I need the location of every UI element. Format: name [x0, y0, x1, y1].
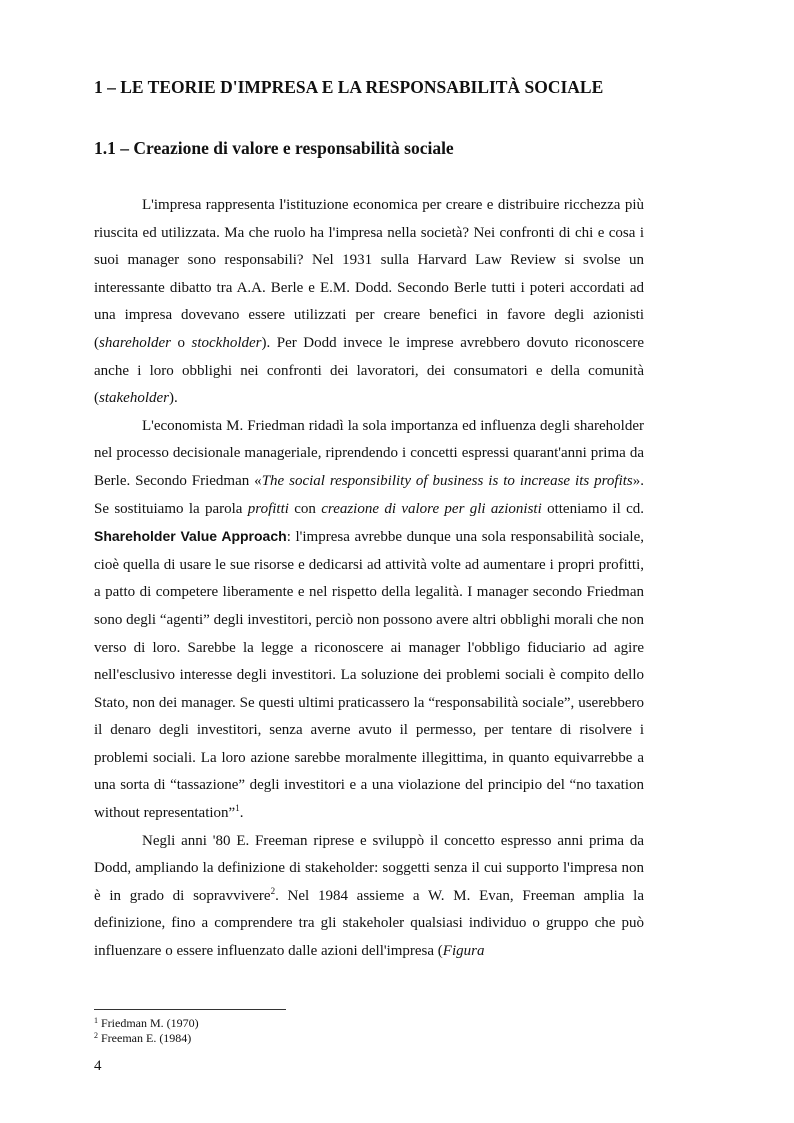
footnote-text: Friedman M. (1970): [98, 1016, 199, 1030]
paragraph-2: [94, 413, 644, 828]
italic-term: creazione di valore per gli azionisti: [321, 500, 542, 517]
italic-term: shareholder: [99, 334, 171, 351]
bold-term: Shareholder Value Approach: [94, 528, 287, 545]
paragraph-1: [94, 192, 644, 413]
text-run: .: [239, 805, 244, 822]
italic-term: Figura: [442, 943, 485, 960]
footnote-text: Freeman E. (1984): [98, 1031, 192, 1045]
footnote-number: 1: [94, 1016, 98, 1025]
body-text: [94, 192, 644, 966]
text-run: ). Per Dodd invece le imprese avrebbero dovuto riconoscere anche i loro obblighi nei confronti dei lavoratori, dei consumatori e della comunità (: [94, 334, 645, 407]
paragraph-3: [94, 828, 644, 966]
italic-term: stockholder: [191, 334, 262, 351]
footnote-1: [94, 1016, 199, 1031]
text-run: : l'impresa avrebbe dunque una sola responsabilità sociale, cioè quella di usare le sue risorse e dedicarsi ad attività volte ad aumentare i propri profitti, a patto di competere liberamente e nel rispetto della legalità. I manager secondo Friedman sono degli “agenti” degli investitori, perciò non possono avere altri obblighi morali che non verso di loro. Sarebbe la legge a riconoscere ai manager l'obbligo fiduciario ad agire nell'esclusivo interesse degli investitori. La soluzione dei problemi sociali è compito dello Stato, non dei manager. Se questi ultimi praticassero la “responsabilità sociale”, userebbero il denaro degli investitori, senza averne avuto il permesso, per tentare di risolvere i problemi sociali. La loro azione sarebbe moralmente illegittima, in quanto equivarrebbe a una sorta di “tassazione” degli investitori e a una violazione del principio del “no taxation without representation”: [94, 529, 644, 822]
text-run: ». Se sostituiamo la parola: [94, 472, 644, 517]
text-run: L'impresa rappresenta l'istituzione economica per creare e distribuire ricchezza più riuscita ed utilizzata. Ma che ruolo ha l'impresa nella società? Nei confronti di chi e cosa i suoi manager sono responsabili? Nel 1931 sulla Harvard Law Review si svolse un interessante dibatto tra A.A. Berle e E.M. Dodd. Secondo Berle tutti i poteri accordati ad una impresa dovevano essere utilizzati per creare benefici in favore degli azionisti (: [94, 197, 644, 351]
footnote-number: 2: [94, 1031, 98, 1040]
footnote-divider: [94, 1009, 286, 1010]
footnote-ref: 2: [270, 885, 276, 896]
section-title: 1.1 – Creazione di valore e responsabilità sociale: [94, 138, 454, 158]
text-run: L'economista M. Friedman ridadì la sola importanza ed influenza degli shareholder nel processo decisionale manageriale, riprendendo i concetti espressi quarant'anni prima da Berle. Secondo Friedman «: [94, 417, 644, 489]
text-run: otteniamo il cd.: [541, 500, 644, 517]
footnotes: [94, 1016, 199, 1046]
footnote-ref: 1: [235, 803, 240, 814]
text-run: con: [288, 500, 322, 517]
text-run: ).: [168, 390, 178, 407]
page-number: 4: [94, 1058, 102, 1074]
text-run: Negli anni '80 E. Freeman riprese e sviluppò il concetto espresso anni prima da Dodd, ampliando la definizione di stakeholder: soggetti senza il cui supporto l'impresa non è in grado di sopravvivere: [94, 832, 644, 904]
chapter-title: 1 – LE TEORIE D'IMPRESA E LA RESPONSABILITÀ SOCIALE: [94, 77, 604, 97]
italic-term: stakeholder: [99, 390, 169, 407]
italic-term: profitti: [247, 500, 289, 517]
text-run: o: [170, 334, 192, 351]
italic-quote: The social responsibility of business is to increase its profits: [261, 472, 633, 489]
text-run: . Nel 1984 assieme a W. M. Evan, Freeman amplia la definizione, fino a comprendere tra gli stakeholer qualsiasi individuo o gruppo che può influenzare o essere influenzato dalle azioni dell'impresa (: [94, 887, 644, 960]
footnote-2: [94, 1031, 199, 1046]
